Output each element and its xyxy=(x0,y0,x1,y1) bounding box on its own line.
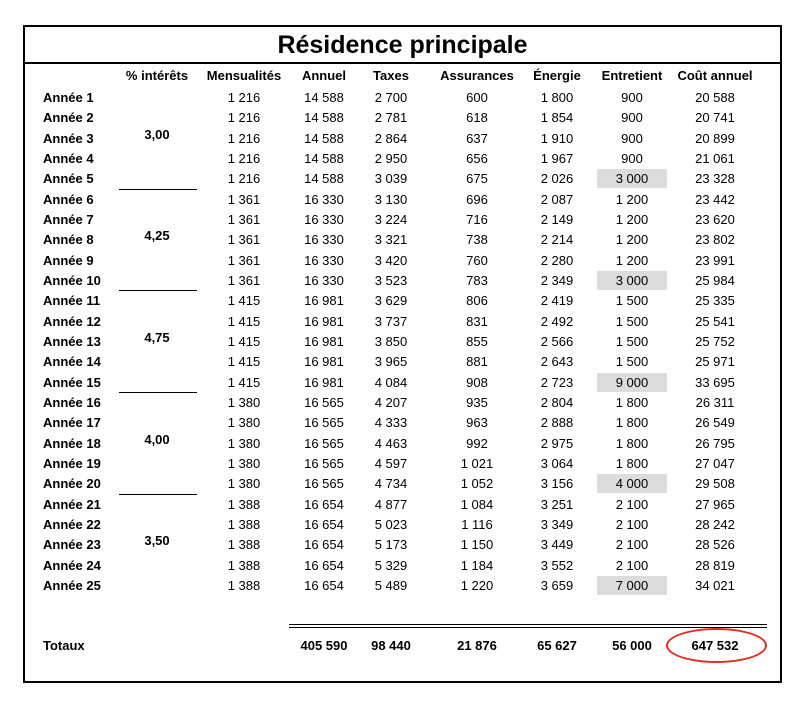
cell-energie: 2 643 xyxy=(540,354,574,370)
cell-annuel: 14 588 xyxy=(304,130,344,146)
row-label: Année 15 xyxy=(43,374,101,390)
period-separator xyxy=(119,290,197,291)
cell-cout-annuel: 23 620 xyxy=(695,211,735,227)
cell-taxes: 4 597 xyxy=(374,455,408,471)
cell-taxes: 4 734 xyxy=(374,476,408,492)
period-separator xyxy=(119,494,197,495)
cell-energie: 2 026 xyxy=(540,171,574,187)
cell-cout-annuel: 26 795 xyxy=(695,435,735,451)
cell-taxes: 3 420 xyxy=(374,252,408,268)
cell-annuel: 16 981 xyxy=(304,374,344,390)
cell-taxes: 3 737 xyxy=(374,313,408,329)
cell-cout-annuel: 26 549 xyxy=(695,415,735,431)
cell-energie: 3 552 xyxy=(540,557,574,573)
row-label: Année 4 xyxy=(43,150,94,166)
cell-energie: 2 723 xyxy=(540,374,574,390)
cell-energie: 1 967 xyxy=(540,150,574,166)
row-label: Année 5 xyxy=(43,171,94,187)
period-separator xyxy=(119,189,197,190)
cell-mensualites: 1 361 xyxy=(227,191,261,207)
total-assurances: 21 876 xyxy=(457,638,497,653)
cell-mensualites: 1 361 xyxy=(227,232,261,248)
cell-cout-annuel: 25 971 xyxy=(695,354,735,370)
cell-mensualites: 1 216 xyxy=(227,110,261,126)
cell-taxes: 4 207 xyxy=(374,394,408,410)
cell-entretient: 900 xyxy=(621,110,643,126)
cell-energie: 2 280 xyxy=(540,252,574,268)
cell-taxes: 3 224 xyxy=(374,211,408,227)
row-label: Année 12 xyxy=(43,313,101,329)
cell-cout-annuel: 33 695 xyxy=(695,374,735,390)
period-separator xyxy=(119,392,197,393)
cell-mensualites: 1 380 xyxy=(227,476,261,492)
cell-taxes: 3 965 xyxy=(374,354,408,370)
cell-annuel: 16 654 xyxy=(304,516,344,532)
row-label: Année 25 xyxy=(43,577,101,593)
cell-annuel: 14 588 xyxy=(304,110,344,126)
table-frame xyxy=(23,25,782,683)
cell-mensualites: 1 415 xyxy=(227,313,261,329)
cell-energie: 3 156 xyxy=(540,476,574,492)
cell-taxes: 3 629 xyxy=(374,293,408,309)
row-label: Année 19 xyxy=(43,455,101,471)
cell-assurances: 600 xyxy=(466,90,488,105)
cell-assurances: 675 xyxy=(466,171,488,187)
total-annuel: 405 590 xyxy=(300,638,348,653)
row-label: Année 7 xyxy=(43,211,94,227)
cell-cout-annuel: 25 541 xyxy=(695,313,735,329)
cell-mensualites: 1 216 xyxy=(227,150,261,166)
cell-taxes: 4 877 xyxy=(374,496,408,512)
row-label: Année 21 xyxy=(43,496,101,512)
cell-assurances: 831 xyxy=(466,313,488,329)
cell-cout-annuel: 28 242 xyxy=(695,516,735,532)
cell-assurances: 992 xyxy=(466,435,488,451)
cell-annuel: 16 330 xyxy=(304,191,344,207)
cell-entretient: 1 500 xyxy=(615,354,649,370)
cell-energie: 3 659 xyxy=(540,577,574,593)
cell-assurances: 1 220 xyxy=(460,577,494,593)
page-title: Résidence principale xyxy=(277,31,528,59)
row-label: Année 9 xyxy=(43,252,94,268)
cell-mensualites: 1 388 xyxy=(227,496,261,512)
interest-rate: 4,25 xyxy=(144,228,170,244)
cell-entretient: 1 200 xyxy=(615,191,649,207)
cell-mensualites: 1 388 xyxy=(227,577,261,593)
cell-taxes: 2 781 xyxy=(374,110,408,126)
cell-assurances: 935 xyxy=(466,394,488,410)
cell-taxes: 3 850 xyxy=(374,333,408,349)
cell-entretient: 2 100 xyxy=(615,496,649,512)
cell-entretient: 4 000 xyxy=(597,474,667,493)
cell-annuel: 16 981 xyxy=(304,333,344,349)
cell-taxes: 2 700 xyxy=(374,90,408,105)
cell-entretient: 1 200 xyxy=(615,211,649,227)
cell-assurances: 696 xyxy=(466,191,488,207)
cell-annuel: 16 654 xyxy=(304,577,344,593)
row-label: Année 2 xyxy=(43,110,94,126)
cell-cout-annuel: 23 328 xyxy=(695,171,735,187)
cell-entretient: 900 xyxy=(621,150,643,166)
cell-energie: 2 804 xyxy=(540,394,574,410)
cell-entretient: 1 800 xyxy=(615,435,649,451)
row-label: Année 1 xyxy=(43,90,94,105)
row-label: Année 17 xyxy=(43,415,101,431)
cell-entretient: 2 100 xyxy=(615,516,649,532)
cell-energie: 1 800 xyxy=(540,90,574,105)
cell-mensualites: 1 380 xyxy=(227,435,261,451)
cell-energie: 3 449 xyxy=(540,537,574,553)
cell-entretient: 7 000 xyxy=(597,576,667,595)
cell-cout-annuel: 27 047 xyxy=(695,455,735,471)
cell-mensualites: 1 415 xyxy=(227,374,261,390)
cell-taxes: 3 130 xyxy=(374,191,408,207)
cell-annuel: 16 981 xyxy=(304,293,344,309)
cell-assurances: 855 xyxy=(466,333,488,349)
cell-assurances: 1 052 xyxy=(460,476,494,492)
cell-taxes: 4 333 xyxy=(374,415,408,431)
cell-energie: 1 910 xyxy=(540,130,574,146)
total-energie: 65 627 xyxy=(537,638,577,653)
cell-energie: 2 975 xyxy=(540,435,574,451)
column-header-taxes: Taxes xyxy=(373,68,409,83)
cell-cout-annuel: 20 899 xyxy=(695,130,735,146)
cell-assurances: 738 xyxy=(466,232,488,248)
cell-mensualites: 1 216 xyxy=(227,130,261,146)
cell-taxes: 2 950 xyxy=(374,150,408,166)
cell-cout-annuel: 23 802 xyxy=(695,232,735,248)
cell-cout-annuel: 28 526 xyxy=(695,537,735,553)
totals-label: Totaux xyxy=(43,638,85,653)
cell-mensualites: 1 361 xyxy=(227,272,261,288)
cell-assurances: 783 xyxy=(466,272,488,288)
interest-rate: 3,00 xyxy=(144,126,170,142)
cell-assurances: 656 xyxy=(466,150,488,166)
cell-assurances: 618 xyxy=(466,110,488,126)
row-label: Année 11 xyxy=(43,293,101,309)
cell-taxes: 2 864 xyxy=(374,130,408,146)
row-label: Année 20 xyxy=(43,476,101,492)
cell-entretient: 3 000 xyxy=(597,271,667,290)
cell-cout-annuel: 26 311 xyxy=(695,394,735,410)
total-cout-annuel: 647 532 xyxy=(691,638,739,653)
row-label: Année 13 xyxy=(43,333,101,349)
cell-entretient: 1 800 xyxy=(615,394,649,410)
cell-taxes: 5 489 xyxy=(374,577,408,593)
cell-assurances: 881 xyxy=(466,354,488,370)
cell-taxes: 3 039 xyxy=(374,171,408,187)
cell-entretient: 2 100 xyxy=(615,557,649,573)
cell-entretient: 1 800 xyxy=(615,455,649,471)
cell-cout-annuel: 20 741 xyxy=(695,110,735,126)
cell-annuel: 14 588 xyxy=(304,171,344,187)
cell-mensualites: 1 415 xyxy=(227,333,261,349)
column-header-annuel: Annuel xyxy=(301,68,347,83)
column-header-entretient: Entretient xyxy=(601,68,663,83)
cell-annuel: 16 330 xyxy=(304,232,344,248)
cell-cout-annuel: 27 965 xyxy=(695,496,735,512)
title-divider xyxy=(25,62,780,64)
cell-assurances: 637 xyxy=(466,130,488,146)
cell-entretient: 2 100 xyxy=(615,537,649,553)
cell-cout-annuel: 29 508 xyxy=(695,476,735,492)
cell-cout-annuel: 23 442 xyxy=(695,191,735,207)
totals-double-rule xyxy=(289,624,767,628)
cell-mensualites: 1 388 xyxy=(227,537,261,553)
column-header-cout-annuel: Coût annuel xyxy=(677,68,753,83)
cell-mensualites: 1 415 xyxy=(227,293,261,309)
cell-assurances: 1 184 xyxy=(460,557,494,573)
interest-rate: 4,00 xyxy=(144,431,170,447)
column-header-rate: % intérêts xyxy=(125,68,189,83)
cell-annuel: 16 565 xyxy=(304,476,344,492)
cell-assurances: 908 xyxy=(466,374,488,390)
row-label: Année 6 xyxy=(43,191,94,207)
cell-cout-annuel: 25 335 xyxy=(695,293,735,309)
cell-entretient: 1 800 xyxy=(615,415,649,431)
cell-mensualites: 1 361 xyxy=(227,252,261,268)
cell-taxes: 5 173 xyxy=(374,537,408,553)
cell-energie: 2 214 xyxy=(540,232,574,248)
cell-cout-annuel: 21 061 xyxy=(695,150,735,166)
cell-mensualites: 1 380 xyxy=(227,455,261,471)
row-label: Année 18 xyxy=(43,435,101,451)
cell-energie: 3 064 xyxy=(540,455,574,471)
cell-energie: 2 349 xyxy=(540,272,574,288)
cell-annuel: 14 588 xyxy=(304,90,344,105)
cell-assurances: 1 084 xyxy=(460,496,494,512)
column-header-energie: Énergie xyxy=(533,68,581,83)
cell-mensualites: 1 415 xyxy=(227,354,261,370)
interest-rate: 4,75 xyxy=(144,329,170,345)
cell-annuel: 16 565 xyxy=(304,455,344,471)
cell-annuel: 14 588 xyxy=(304,150,344,166)
cell-assurances: 1 021 xyxy=(460,455,494,471)
cell-assurances: 760 xyxy=(466,252,488,268)
cell-energie: 3 349 xyxy=(540,516,574,532)
cell-energie: 2 087 xyxy=(540,191,574,207)
row-label: Année 3 xyxy=(43,130,94,146)
cell-entretient: 900 xyxy=(621,90,643,105)
cell-taxes: 4 084 xyxy=(374,374,408,390)
cell-cout-annuel: 34 021 xyxy=(695,577,735,593)
column-header-mensualites: Mensualités xyxy=(206,68,282,83)
cell-annuel: 16 654 xyxy=(304,557,344,573)
cell-energie: 2 492 xyxy=(540,313,574,329)
grand-total-highlight-ring xyxy=(666,628,767,663)
row-label: Année 16 xyxy=(43,394,101,410)
cell-taxes: 5 023 xyxy=(374,516,408,532)
cell-cout-annuel: 28 819 xyxy=(695,557,735,573)
cell-mensualites: 1 388 xyxy=(227,516,261,532)
cell-assurances: 716 xyxy=(466,211,488,227)
cell-energie: 2 566 xyxy=(540,333,574,349)
cell-annuel: 16 981 xyxy=(304,354,344,370)
cell-energie: 2 149 xyxy=(540,211,574,227)
total-taxes: 98 440 xyxy=(371,638,411,653)
cell-entretient: 1 500 xyxy=(615,313,649,329)
cell-cout-annuel: 25 984 xyxy=(695,272,735,288)
cell-cout-annuel: 20 588 xyxy=(695,90,735,105)
cell-mensualites: 1 361 xyxy=(227,211,261,227)
cell-cout-annuel: 25 752 xyxy=(695,333,735,349)
column-header-assurances: Assurances xyxy=(440,68,514,83)
cell-mensualites: 1 380 xyxy=(227,415,261,431)
cell-entretient: 1 200 xyxy=(615,232,649,248)
cell-assurances: 1 150 xyxy=(460,537,494,553)
cell-annuel: 16 654 xyxy=(304,537,344,553)
cell-cout-annuel: 23 991 xyxy=(695,252,735,268)
cell-mensualites: 1 216 xyxy=(227,171,261,187)
cell-taxes: 3 523 xyxy=(374,272,408,288)
cell-energie: 3 251 xyxy=(540,496,574,512)
cell-energie: 1 854 xyxy=(540,110,574,126)
cell-assurances: 963 xyxy=(466,415,488,431)
cell-assurances: 1 116 xyxy=(461,516,493,532)
row-label: Année 23 xyxy=(43,537,101,553)
cell-energie: 2 888 xyxy=(540,415,574,431)
cell-assurances: 806 xyxy=(466,293,488,309)
row-label: Année 8 xyxy=(43,232,94,248)
interest-rate: 3,50 xyxy=(144,533,170,549)
cell-taxes: 4 463 xyxy=(374,435,408,451)
cell-entretient: 1 500 xyxy=(615,293,649,309)
cell-entretient: 1 500 xyxy=(615,333,649,349)
row-label: Année 10 xyxy=(43,272,101,288)
cell-entretient: 9 000 xyxy=(597,373,667,392)
cell-annuel: 16 330 xyxy=(304,211,344,227)
cell-annuel: 16 330 xyxy=(304,272,344,288)
cell-energie: 2 419 xyxy=(540,293,574,309)
row-label: Année 14 xyxy=(43,354,101,370)
cell-annuel: 16 981 xyxy=(304,313,344,329)
cell-mensualites: 1 216 xyxy=(227,90,261,105)
total-entretient: 56 000 xyxy=(612,638,652,653)
row-label: Année 22 xyxy=(43,516,101,532)
cell-taxes: 3 321 xyxy=(374,232,408,248)
cell-annuel: 16 565 xyxy=(304,394,344,410)
cell-entretient: 1 200 xyxy=(615,252,649,268)
cell-entretient: 900 xyxy=(621,130,643,146)
cell-mensualites: 1 388 xyxy=(227,557,261,573)
cell-mensualites: 1 380 xyxy=(227,394,261,410)
row-label: Année 24 xyxy=(43,557,101,573)
cell-annuel: 16 330 xyxy=(304,252,344,268)
cell-annuel: 16 565 xyxy=(304,415,344,431)
cell-annuel: 16 565 xyxy=(304,435,344,451)
cell-entretient: 3 000 xyxy=(597,169,667,188)
cell-taxes: 5 329 xyxy=(374,557,408,573)
cell-annuel: 16 654 xyxy=(304,496,344,512)
